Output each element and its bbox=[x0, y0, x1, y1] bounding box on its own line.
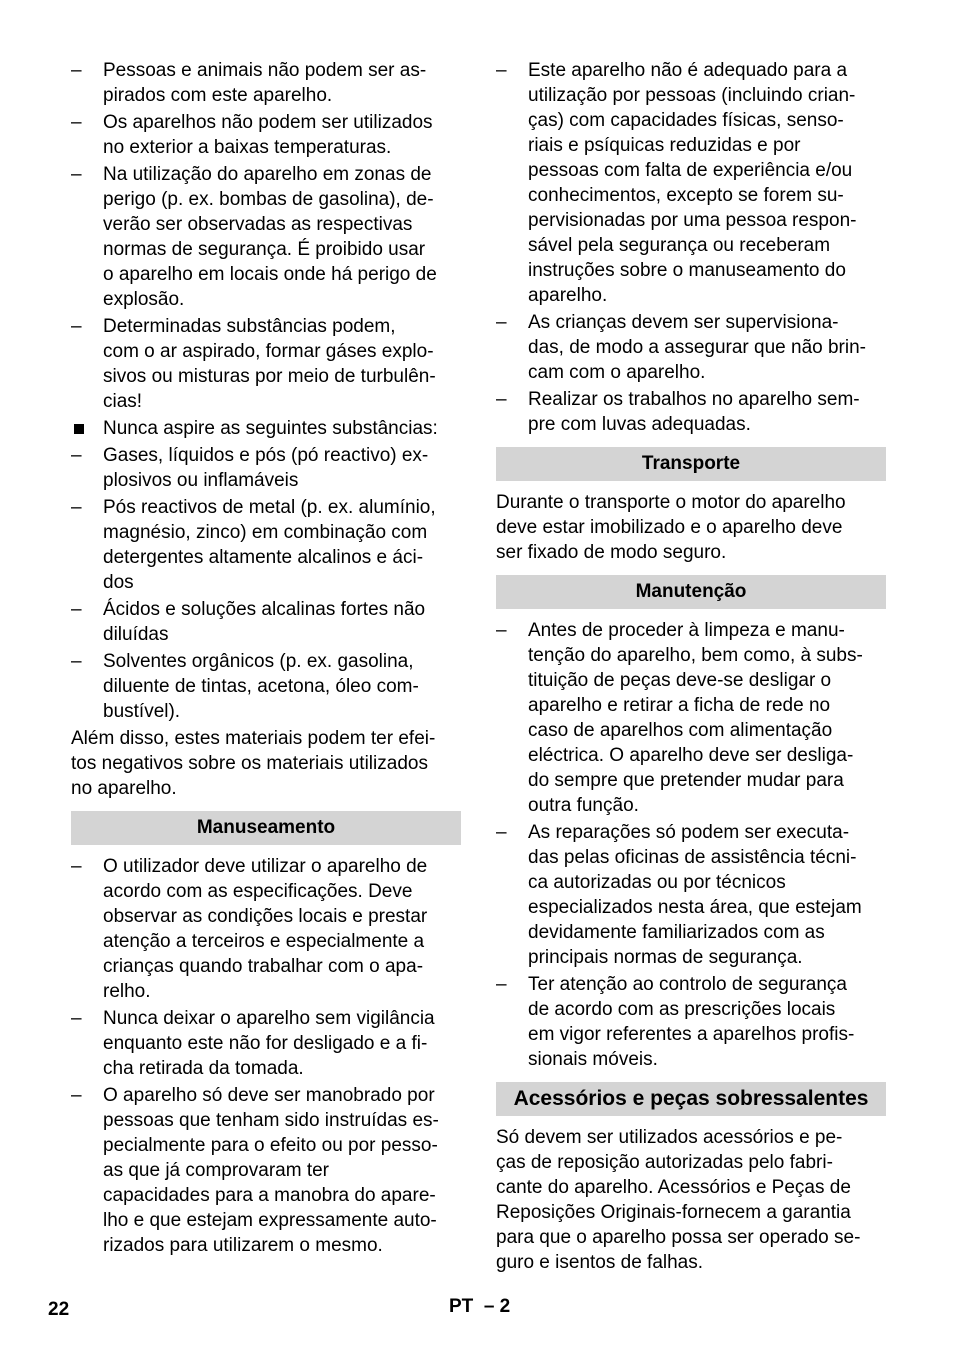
text-line: As reparações só podem ser executa- bbox=[528, 822, 850, 843]
text-line: outra função. bbox=[528, 795, 639, 816]
text-line: especializados nesta área, que estejam bbox=[528, 897, 862, 918]
text-line: o aparelho em locais onde há perigo de bbox=[103, 264, 437, 285]
text-line: acordo com as especificações. Deve bbox=[103, 881, 413, 902]
text-line: das, de modo a assegurar que não brin- bbox=[528, 337, 866, 358]
dash-marker: – bbox=[496, 60, 507, 81]
text-line: ças) com capacidades físicas, senso- bbox=[528, 110, 844, 131]
text-line: devidamente familiarizados com as bbox=[528, 922, 825, 943]
text-line: principais normas de segurança. bbox=[528, 947, 803, 968]
text-line: caso de aparelhos com alimentação bbox=[528, 720, 833, 741]
text-line: normas de segurança. É proibido usar bbox=[103, 239, 426, 260]
list-item-text bbox=[528, 387, 886, 437]
list-item-text bbox=[103, 1006, 461, 1081]
text-line: sivos ou misturas por meio de turbulên- bbox=[103, 366, 436, 387]
text-line: cias! bbox=[103, 391, 143, 412]
text-line: sionais móveis. bbox=[528, 1049, 658, 1070]
text-line: Nunca deixar o aparelho sem vigilância bbox=[103, 1008, 435, 1029]
text-line: Ácidos e soluções alcalinas fortes não bbox=[103, 599, 426, 620]
text-line: Solventes orgânicos (p. ex. gasolina, bbox=[103, 651, 414, 672]
maintenance-list bbox=[496, 618, 886, 1072]
list-item bbox=[496, 618, 886, 818]
footer-section-label: PT – 2 bbox=[449, 1296, 511, 1317]
text-line: guro e isentos de falhas. bbox=[496, 1252, 704, 1273]
list-item-text bbox=[103, 597, 461, 647]
bullet-item bbox=[71, 416, 461, 441]
text-line: Durante o transporte o motor do aparelho bbox=[496, 492, 846, 513]
list-item-text bbox=[528, 58, 886, 308]
text-line: Na utilização do aparelho em zonas de bbox=[103, 164, 432, 185]
text-line: ca autorizadas ou por técnicos bbox=[528, 872, 786, 893]
dash-marker: – bbox=[71, 112, 82, 133]
text-line: Este aparelho não é adequado para a bbox=[528, 60, 848, 81]
bullet-text: Nunca aspire as seguintes substâncias: bbox=[103, 418, 438, 439]
text-line: Só devem ser utilizados acessórios e pe- bbox=[496, 1127, 843, 1148]
text-line: As crianças devem ser supervisiona- bbox=[528, 312, 839, 333]
text-line: aparelho. bbox=[528, 285, 608, 306]
text-line: enquanto este não for desligado e a fi- bbox=[103, 1033, 428, 1054]
text-line: perigo (p. ex. bombas de gasolina), de- bbox=[103, 189, 434, 210]
list-item-text bbox=[103, 495, 461, 595]
text-line: diluente de tintas, acetona, óleo com- bbox=[103, 676, 419, 697]
text-line: Pós reactivos de metal (p. ex. alumínio, bbox=[103, 497, 436, 518]
text-line: O utilizador deve utilizar o aparelho de bbox=[103, 856, 428, 877]
text-line: com o ar aspirado, formar gáses explo- bbox=[103, 341, 434, 362]
text-line: no exterior a baixas temperaturas. bbox=[103, 137, 392, 158]
text-line: dos bbox=[103, 572, 134, 593]
list-item bbox=[71, 854, 461, 1004]
text-line: observar as condições locais e prestar bbox=[103, 906, 428, 927]
list-item bbox=[71, 314, 461, 414]
dash-marker: – bbox=[496, 312, 507, 333]
dash-marker: – bbox=[496, 620, 507, 641]
section-heading-manutencao: Manutenção bbox=[496, 575, 886, 609]
list-item-text bbox=[103, 854, 461, 1004]
dash-marker: – bbox=[71, 316, 82, 337]
list-item-text bbox=[528, 820, 886, 970]
text-line: pessoas com falta de experiência e/ou bbox=[528, 160, 853, 181]
text-line: Determinadas substâncias podem, bbox=[103, 316, 396, 337]
dash-marker: – bbox=[71, 856, 82, 877]
text-line: ças de reposição autorizadas pelo fabri- bbox=[496, 1152, 833, 1173]
text-line: pre com luvas adequadas. bbox=[528, 414, 751, 435]
text-line: magnésio, zinco) em combinação com bbox=[103, 522, 428, 543]
text-line: explosão. bbox=[103, 289, 185, 310]
text-line: tenção do aparelho, bem como, à subs- bbox=[528, 645, 863, 666]
list-item bbox=[71, 495, 461, 595]
text-line: tos negativos sobre os materiais utilizados bbox=[71, 753, 428, 774]
text-line: detergentes altamente alcalinos e áci- bbox=[103, 547, 424, 568]
dash-marker: – bbox=[71, 497, 82, 518]
list-item-text bbox=[528, 310, 886, 385]
text-line: no aparelho. bbox=[71, 778, 177, 799]
safety-list bbox=[71, 58, 461, 414]
section-heading-transporte: Transporte bbox=[496, 447, 886, 481]
list-item bbox=[71, 162, 461, 312]
substances-list bbox=[71, 443, 461, 724]
list-item bbox=[71, 597, 461, 647]
dash-marker: – bbox=[71, 1008, 82, 1029]
right-column bbox=[496, 58, 886, 1277]
list-item bbox=[496, 972, 886, 1072]
text-line: as que já comprovaram ter bbox=[103, 1160, 329, 1181]
dash-marker: – bbox=[71, 445, 82, 466]
dash-marker: – bbox=[496, 974, 507, 995]
list-item-text bbox=[103, 443, 461, 493]
text-line: pessoas que tenham sido instruídas es- bbox=[103, 1110, 439, 1131]
text-line: atenção a terceiros e especialmente a bbox=[103, 931, 425, 952]
left-column bbox=[71, 58, 461, 1260]
dash-marker: – bbox=[71, 599, 82, 620]
transport-paragraph bbox=[496, 490, 886, 565]
list-item bbox=[496, 58, 886, 308]
list-item bbox=[71, 58, 461, 108]
list-item-text bbox=[103, 314, 461, 414]
text-line: utilização por pessoas (incluindo crian- bbox=[528, 85, 856, 106]
dash-marker: – bbox=[71, 651, 82, 672]
list-item-text bbox=[103, 162, 461, 312]
text-line: em vigor referentes a aparelhos profis- bbox=[528, 1024, 855, 1045]
text-line: Pessoas e animais não podem ser as- bbox=[103, 60, 427, 81]
usage-list bbox=[496, 58, 886, 437]
text-line: cha retirada da tomada. bbox=[103, 1058, 304, 1079]
accessories-paragraph bbox=[496, 1125, 886, 1275]
text-line: Reposições Originais-fornecem a garantia bbox=[496, 1202, 851, 1223]
square-bullet-icon bbox=[74, 424, 84, 434]
list-item-text bbox=[103, 1083, 461, 1258]
text-line: cante do aparelho. Acessórios e Peças de bbox=[496, 1177, 851, 1198]
text-line: riais e psíquicas reduzidas e por bbox=[528, 135, 801, 156]
list-item bbox=[496, 310, 886, 385]
text-line: cam com o aparelho. bbox=[528, 362, 706, 383]
text-line: verão ser observadas as respectivas bbox=[103, 214, 413, 235]
list-item bbox=[71, 649, 461, 724]
text-line: aparelho e retirar a ficha de rede no bbox=[528, 695, 831, 716]
text-line: deve estar imobilizado e o aparelho deve bbox=[496, 517, 843, 538]
text-line: Realizar os trabalhos no aparelho sem- bbox=[528, 389, 860, 410]
text-line: plosivos ou inflamáveis bbox=[103, 470, 299, 491]
text-line: relho. bbox=[103, 981, 151, 1002]
page-number: 22 bbox=[48, 1299, 70, 1320]
section-heading-acessorios: Acessórios e peças sobressalentes bbox=[496, 1082, 886, 1116]
list-item-text bbox=[103, 58, 461, 108]
text-line: pecialmente para o efeito ou por pesso- bbox=[103, 1135, 438, 1156]
text-line: das pelas oficinas de assistência técni- bbox=[528, 847, 857, 868]
list-item bbox=[71, 110, 461, 160]
paragraph bbox=[71, 726, 461, 801]
list-item-text bbox=[528, 618, 886, 818]
text-line: eléctrica. O aparelho deve ser desliga- bbox=[528, 745, 854, 766]
text-line: tituição de peças deve-se desligar o bbox=[528, 670, 832, 691]
text-line: para que o aparelho possa ser operado se- bbox=[496, 1227, 861, 1248]
text-line: Antes de proceder à limpeza e manu- bbox=[528, 620, 845, 641]
text-line: ser fixado de modo seguro. bbox=[496, 542, 727, 563]
text-line: Além disso, estes materiais podem ter efei- bbox=[71, 728, 436, 749]
text-line: pervisionadas por uma pessoa respon- bbox=[528, 210, 857, 231]
list-item-text bbox=[528, 972, 886, 1072]
list-item bbox=[71, 1006, 461, 1081]
text-line: rizados para utilizarem o mesmo. bbox=[103, 1235, 383, 1256]
list-item bbox=[496, 820, 886, 970]
list-item-text bbox=[103, 110, 461, 160]
handling-list bbox=[71, 854, 461, 1258]
text-line: lho e que estejam expressamente auto- bbox=[103, 1210, 437, 1231]
text-line: Gases, líquidos e pós (pó reactivo) ex- bbox=[103, 445, 429, 466]
list-item bbox=[71, 443, 461, 493]
dash-marker: – bbox=[71, 164, 82, 185]
text-line: diluídas bbox=[103, 624, 169, 645]
dash-marker: – bbox=[496, 822, 507, 843]
text-line: Ter atenção ao controlo de segurança bbox=[528, 974, 847, 995]
dash-marker: – bbox=[496, 389, 507, 410]
list-item-text bbox=[103, 649, 461, 724]
text-line: pirados com este aparelho. bbox=[103, 85, 333, 106]
text-line: do sempre que pretender mudar para bbox=[528, 770, 844, 791]
text-line: de acordo com as prescrições locais bbox=[528, 999, 836, 1020]
text-line: capacidades para a manobra do apare- bbox=[103, 1185, 436, 1206]
dash-marker: – bbox=[71, 60, 82, 81]
text-line: instruções sobre o manuseamento do bbox=[528, 260, 846, 281]
text-line: O aparelho só deve ser manobrado por bbox=[103, 1085, 435, 1106]
list-item bbox=[496, 387, 886, 437]
dash-marker: – bbox=[71, 1085, 82, 1106]
text-line: bustível). bbox=[103, 701, 181, 722]
text-line: sável pela segurança ou receberam bbox=[528, 235, 831, 256]
list-item bbox=[71, 1083, 461, 1258]
section-heading-manuseamento: Manuseamento bbox=[71, 811, 461, 845]
text-line: crianças quando trabalhar com o apa- bbox=[103, 956, 424, 977]
text-line: conhecimentos, excepto se forem su- bbox=[528, 185, 844, 206]
text-line: Os aparelhos não podem ser utilizados bbox=[103, 112, 433, 133]
